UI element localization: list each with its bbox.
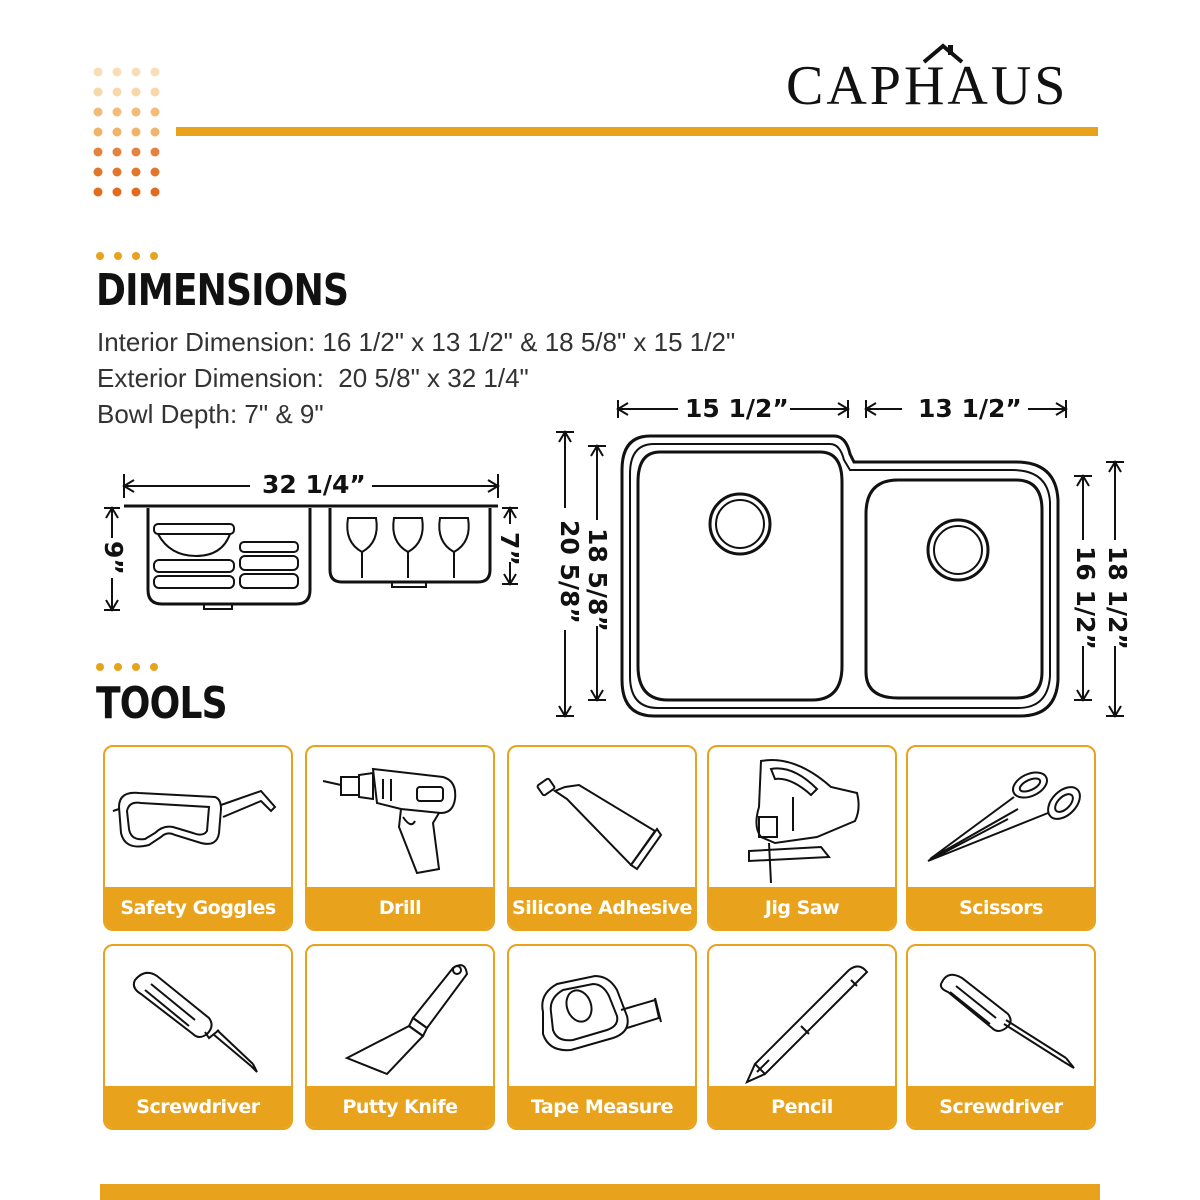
section-dots-tools [96,662,166,672]
decorative-dot [151,68,160,77]
tool-label: Silicone Adhesive [509,887,695,929]
tool-card-drill [305,745,495,931]
brand-name: CAPHAUS [786,55,1069,117]
decorative-dot-grid [92,66,172,206]
decorative-dot [151,168,160,177]
tool-card-pencil [707,944,897,1130]
pencil-icon [709,946,895,1088]
tool-label: Safety Goggles [105,887,291,929]
tool-card-putty-knife [305,944,495,1130]
safety-goggles-icon [105,747,291,889]
silicone-adhesive-icon [509,747,695,889]
decorative-dot [94,88,103,97]
dimensions-heading: DIMENSIONS [96,265,349,316]
bowl-depth-text: Bowl Depth: 7" & 9" [97,399,324,429]
tool-label: Jig Saw [709,887,895,929]
decorative-dot [151,88,160,97]
tool-label: Pencil [709,1086,895,1128]
tool-label: Screwdriver [908,1086,1094,1128]
tape-measure-icon [509,946,695,1088]
decorative-dot [132,128,141,137]
tools-heading: TOOLS [96,678,227,729]
house-roof-icon [920,42,966,64]
tool-label: Drill [307,887,493,929]
screwdriver-icon [105,946,291,1088]
exterior-dimension-text: Exterior Dimension: 20 5/8" x 32 1/4" [97,363,529,393]
decorative-dot [113,188,122,197]
tool-card-jig-saw [707,745,897,931]
decorative-dot [132,168,141,177]
decorative-dot [94,68,103,77]
decorative-dot [113,168,122,177]
tool-card-silicone-adhesive [507,745,697,931]
sink-top-view-diagram [550,390,1150,730]
tool-label: Tape Measure [509,1086,695,1128]
decorative-dot [132,188,141,197]
decorative-dot [151,188,160,197]
right-bowl-width-label: 13 1/2” [918,394,1022,423]
tool-card-screwdriver-2 [906,944,1096,1130]
footer-rule [100,1184,1100,1200]
tool-card-tape-measure [507,944,697,1130]
tool-card-safety-goggles [103,745,293,931]
decorative-dot [132,108,141,117]
decorative-dot [94,128,103,137]
drill-icon [307,747,493,889]
decorative-dot [113,68,122,77]
side-width-label: 32 1/4” [262,470,366,499]
left-bowl-depth-label-top: 18 5/8” [583,528,612,632]
left-bowl-width-label: 15 1/2” [685,394,789,423]
left-bowl-depth-label: 9” [99,541,128,575]
scissors-icon [908,747,1094,889]
tool-card-screwdriver [103,944,293,1130]
overall-depth-label: 20 5/8” [555,520,584,624]
screwdriver-icon [908,946,1094,1088]
decorative-dot [113,108,122,117]
tool-card-scissors [906,745,1096,931]
header-rule [176,127,1098,136]
decorative-dot [94,108,103,117]
decorative-dot [94,188,103,197]
section-dots-dimensions [96,251,166,261]
decorative-dot [132,68,141,77]
tool-label: Scissors [908,887,1094,929]
decorative-dot [113,148,122,157]
decorative-dot [132,88,141,97]
decorative-dot [94,168,103,177]
jig-saw-icon [709,747,895,889]
decorative-dot [94,148,103,157]
decorative-dot [132,148,141,157]
decorative-dot [151,148,160,157]
decorative-dot [113,128,122,137]
right-bowl-depth-label-top: 16 1/2” [1071,546,1100,650]
interior-dimension-text: Interior Dimension: 16 1/2" x 13 1/2" & 18 5/8" x 15 1/2" [97,327,736,357]
right-overall-depth-label: 18 1/2” [1103,546,1132,650]
right-bowl-depth-label: 7” [495,532,524,566]
decorative-dot [113,88,122,97]
putty-knife-icon [307,946,493,1088]
tool-label: Screwdriver [105,1086,291,1128]
decorative-dot [151,108,160,117]
tool-label: Putty Knife [307,1086,493,1128]
decorative-dot [151,128,160,137]
